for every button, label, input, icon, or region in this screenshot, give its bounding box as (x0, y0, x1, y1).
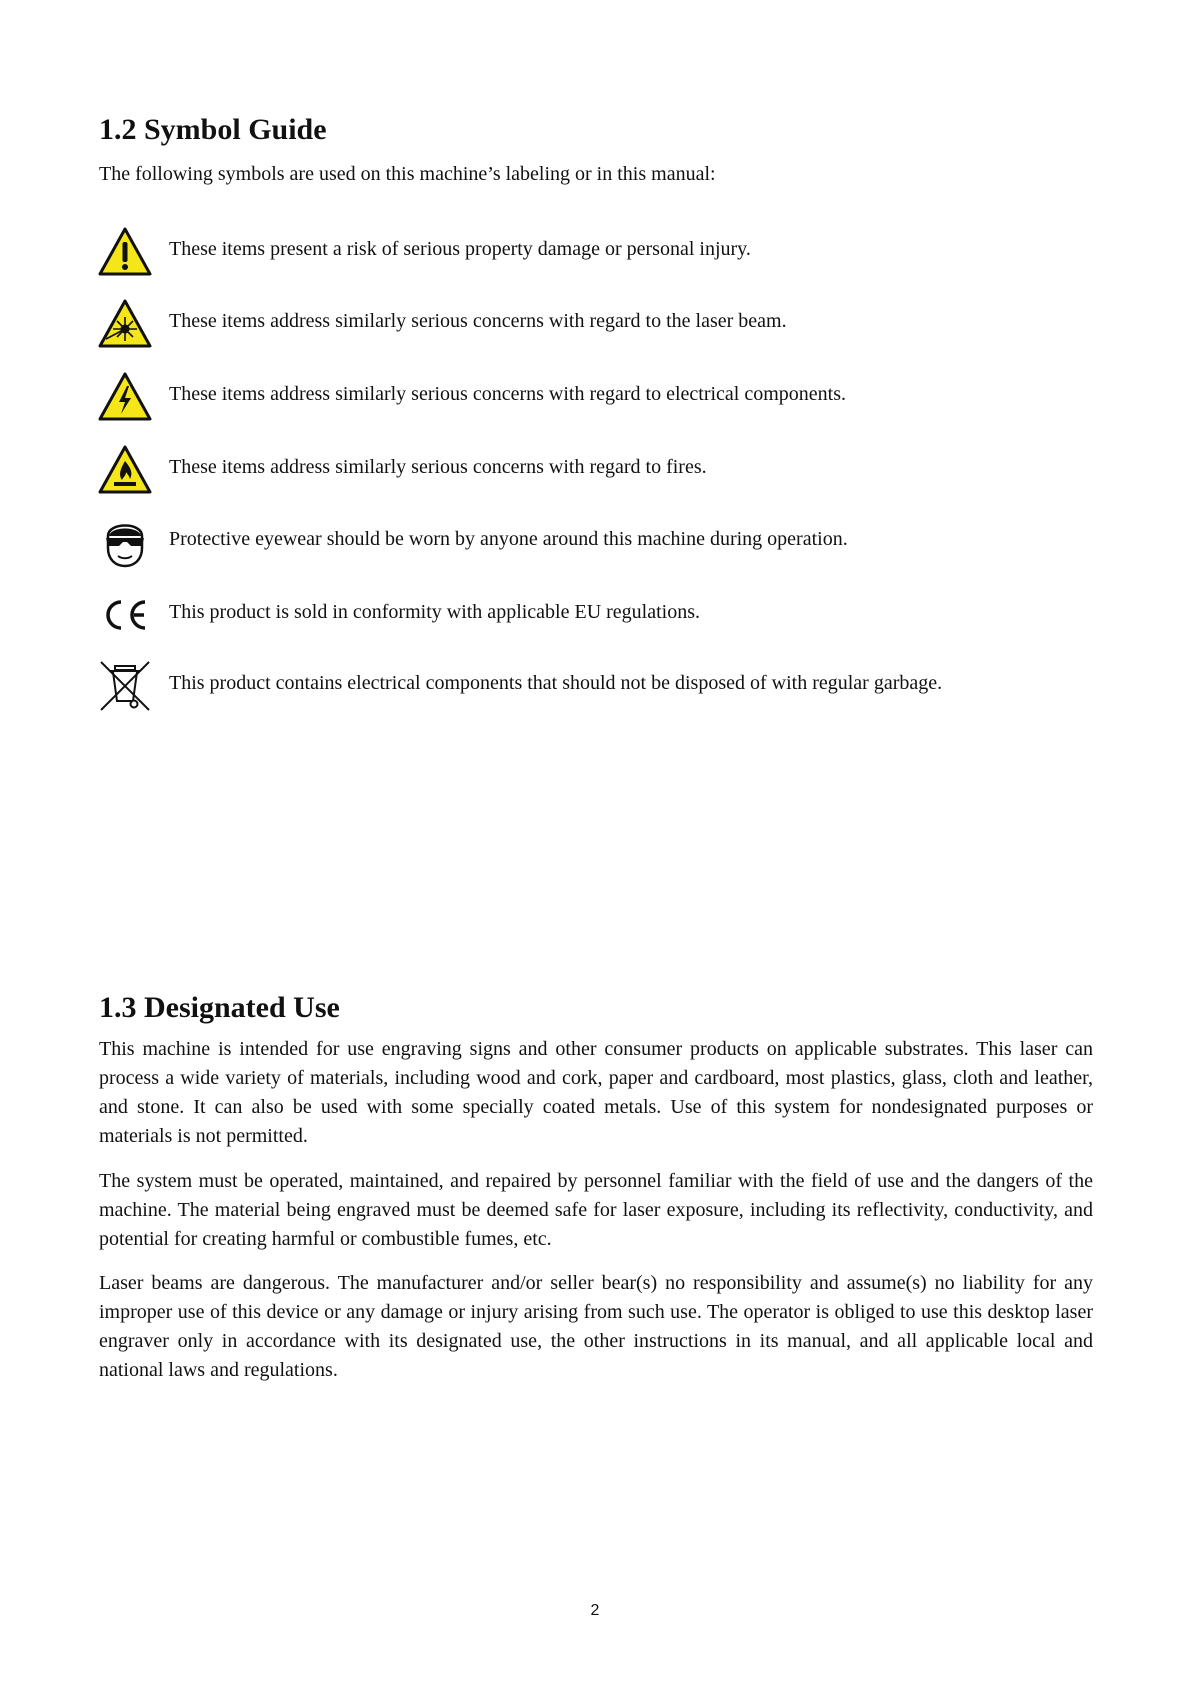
laser-warning-icon (98, 298, 152, 350)
ce-mark-icon (98, 589, 152, 641)
symbol-description: These items present a risk of serious property damage or personal injury. (169, 238, 751, 260)
symbol-description: This product is sold in conformity with applicable EU regulations. (169, 601, 701, 623)
symbol-guide-intro: The following symbols are used on this machine’s labeling or in this manual: (99, 163, 716, 185)
designated-use-paragraph: The system must be operated, maintained, and repaired by personnel familiar with the field of use and the dangers of the machine. The material being engraved must be deemed safe for laser exposure, including its reflectivity, conductivity, and potential for creating harmful or combustible fumes, etc. (99, 1170, 1093, 1250)
symbol-description: These items address similarly serious concerns with regard to the laser beam. (169, 310, 787, 332)
symbol-row-laser-warning (98, 298, 1098, 350)
fire-warning-icon (98, 444, 152, 496)
designated-use-heading: 1.3 Designated Use (99, 991, 340, 1024)
symbol-guide-heading: 1.2 Symbol Guide (99, 113, 327, 146)
symbol-row-fire-warning (98, 444, 1098, 496)
designated-use-paragraph: Laser beams are dangerous. The manufacturer and/or seller bear(s) no responsibility and assume(s) no liability for any improper use of this device or any damage or injury arising from such use. The operator is obliged to use this desktop laser engraver only in accordance with its designated use, the other instructions in its manual, and all applicable local and national laws and regulations. (99, 1272, 1093, 1381)
designated-use-paragraph: This machine is intended for use engraving signs and other consumer products on applicable substrates. This laser can process a wide variety of materials, including wood and cork, paper and cardboard, most plastics, glass, cloth and leather, and stone. It can also be used with some specially coated metals. Use of this system for nondesignated purposes or materials is not permitted. (99, 1038, 1093, 1147)
weee-crossed-bin-icon (98, 660, 152, 712)
electrical-warning-icon (98, 371, 152, 423)
symbol-row-protective-eyewear (98, 516, 1098, 568)
general-warning-icon (98, 226, 152, 278)
symbol-description: Protective eyewear should be worn by anyone around this machine during operation. (169, 528, 848, 550)
symbol-description: These items address similarly serious concerns with regard to electrical components. (169, 383, 847, 405)
symbol-description: These items address similarly serious concerns with regard to fires. (169, 456, 707, 478)
symbol-row-ce-mark (98, 589, 1098, 641)
symbol-description: This product contains electrical components that should not be disposed of with regular garbage. (169, 672, 943, 694)
page-number: 2 (590, 1602, 600, 1619)
protective-eyewear-icon (98, 516, 152, 568)
symbol-row-electrical-warning (98, 371, 1098, 423)
symbol-row-weee (98, 660, 1098, 712)
symbol-row-general-warning (98, 226, 1098, 278)
